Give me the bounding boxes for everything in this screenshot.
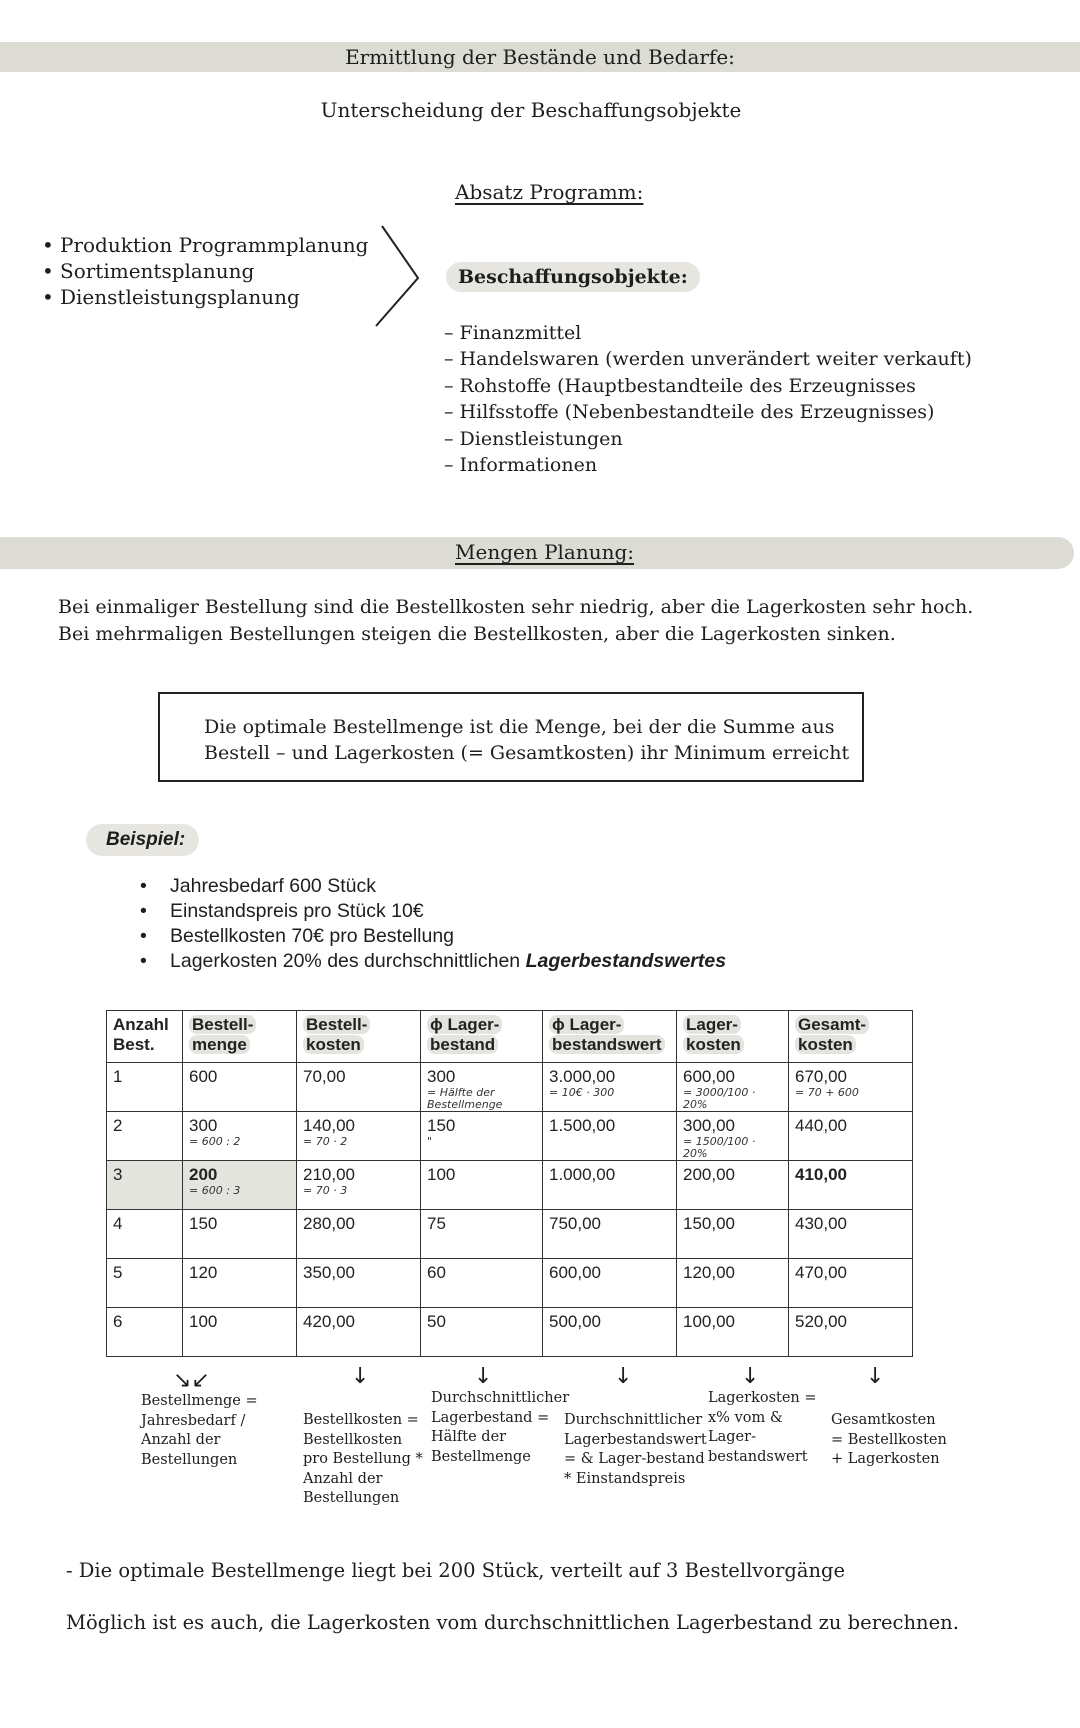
absatz-heading: Absatz Programm:	[455, 180, 644, 204]
table-cell: 420,00	[297, 1308, 421, 1357]
list-item: – Finanzmittel	[444, 320, 1064, 346]
table-cell: 600	[183, 1063, 297, 1112]
list-item: • Einstandspreis pro Stück 10€	[138, 899, 838, 924]
annotation-lagerbestand: Durchschnittlicher Lagerbestand = Hälfte der Bestellmenge	[431, 1390, 570, 1465]
list-item: – Handelswaren (werden unverändert weiter verkauft)	[444, 346, 1064, 372]
table-header-row	[107, 1011, 913, 1063]
table-cell: 120,00	[677, 1259, 789, 1308]
table-cell: 5	[107, 1259, 183, 1308]
list-item: • Dienstleistungsplanung	[42, 284, 382, 310]
table-cell: 1.000,00	[543, 1161, 677, 1210]
table-cell: 750,00	[543, 1210, 677, 1259]
planning-list	[42, 232, 382, 310]
table-cell: 1.500,00	[543, 1112, 677, 1161]
definition-box	[158, 692, 864, 782]
handwritten-note: = 70 · 3	[303, 1184, 348, 1197]
handwritten-note: "	[427, 1135, 433, 1148]
header-bestellmenge: Bestell- menge	[183, 1011, 297, 1063]
header-gesamtkosten: Gesamt- kosten	[789, 1011, 913, 1063]
table-cell: 280,00	[297, 1210, 421, 1259]
table-row	[107, 1259, 913, 1308]
list-item: • Produktion Programmplanung	[42, 232, 382, 258]
table-cell: 600,00	[543, 1259, 677, 1308]
arrow-down-icon: ↓	[351, 1364, 370, 1389]
table-cell: 200,00	[677, 1161, 789, 1210]
example-list	[138, 874, 838, 974]
table-cell: 440,00	[789, 1112, 913, 1161]
mengen-heading: Mengen Planung:	[455, 540, 635, 564]
handwritten-note: = 70 + 600	[795, 1086, 859, 1099]
handwritten-note: = 1500/100 · 20%	[683, 1135, 756, 1160]
chevron-right-icon	[372, 222, 422, 330]
annotation-bestellmenge: Bestellmenge = Jahresbedarf / Anzahl der Bestellungen	[141, 1393, 258, 1468]
arrow-down-icon: ↓	[614, 1364, 633, 1389]
example-label: Beispiel:	[86, 824, 199, 856]
table-cell: 3.000,00 = 10€ · 300	[543, 1063, 677, 1112]
objects-list	[444, 320, 1064, 478]
arrow-down-icon: ↓	[741, 1364, 760, 1389]
table-row	[107, 1308, 913, 1357]
arrow-down-icon: ↓	[474, 1364, 493, 1389]
table-cell: 1	[107, 1063, 183, 1112]
table-cell: 120	[183, 1259, 297, 1308]
handwritten-note: = 3000/100 · 20%	[683, 1086, 756, 1111]
table-cell: 150 "	[421, 1112, 543, 1161]
list-item: – Dienstleistungen	[444, 426, 1064, 452]
table-cell: 200 = 600 : 3	[183, 1161, 297, 1210]
table-cell: 3	[107, 1161, 183, 1210]
table-cell: 670,00 = 70 + 600	[789, 1063, 913, 1112]
conclusion-line-1: - Die optimale Bestellmenge liegt bei 200 Stück, verteilt auf 3 Bestellvorgänge	[66, 1559, 846, 1582]
list-item: • Sortimentsplanung	[42, 258, 382, 284]
conclusion-line-2: Möglich ist es auch, die Lagerkosten vom durchschnittlichen Lagerbestand zu berechnen.	[66, 1611, 959, 1634]
annotation-gesamtkosten: Gesamtkosten = Bestellkosten + Lagerkosten	[831, 1412, 947, 1467]
table-cell: 100	[421, 1161, 543, 1210]
table-row	[107, 1063, 913, 1112]
table-cell: 300 = Hälfte der Bestellmenge	[421, 1063, 543, 1112]
table-cell: 75	[421, 1210, 543, 1259]
table-cell: 470,00	[789, 1259, 913, 1308]
page-subtitle: Unterscheidung der Beschaffungsobjekte	[320, 98, 742, 122]
table-cell: 50	[421, 1308, 543, 1357]
emphasis-text: Lagerbestandswertes	[525, 950, 727, 972]
definition-line: Die optimale Bestellmenge ist die Menge, bei der die Summe aus	[204, 716, 835, 738]
handwritten-note: = 70 · 2	[303, 1135, 348, 1148]
header-bestellkosten: Bestell- kosten	[297, 1011, 421, 1063]
table-cell: 410,00	[789, 1161, 913, 1210]
arrow-down-icon: ↓	[866, 1364, 885, 1389]
header-lagerkosten: Lager- kosten	[677, 1011, 789, 1063]
header-anzahl: Anzahl Best.	[107, 1011, 183, 1063]
list-item: • Jahresbedarf 600 Stück	[138, 874, 838, 899]
table-cell: 4	[107, 1210, 183, 1259]
arrow-down-icon: ↘↙	[173, 1368, 210, 1393]
beschaffungsobjekte-label: Beschaffungsobjekte:	[446, 262, 700, 292]
table-cell: 2	[107, 1112, 183, 1161]
list-item	[138, 949, 838, 974]
table-cell: 140,00 = 70 · 2	[297, 1112, 421, 1161]
table-cell: 100	[183, 1308, 297, 1357]
handwritten-note: = 600 : 2	[189, 1135, 241, 1148]
list-item: • Bestellkosten 70€ pro Bestellung	[138, 924, 838, 949]
annotation-lagerkosten: Lagerkosten = x% vom & Lager-bestandswert	[708, 1390, 817, 1465]
table-cell: 100,00	[677, 1308, 789, 1357]
table-cell: 6	[107, 1308, 183, 1357]
list-item-text: Lagerkosten 20% des durchschnittlichen	[170, 950, 526, 972]
header-lagerbestand: ϕ Lager- bestand	[421, 1011, 543, 1063]
list-item: – Informationen	[444, 452, 1064, 478]
handwritten-note: = 10€ · 300	[549, 1086, 615, 1099]
header-lagerbestandswert: ϕ Lager- bestandswert	[543, 1011, 677, 1063]
calculation-table	[106, 1010, 913, 1357]
table-cell: 430,00	[789, 1210, 913, 1259]
handwritten-note: = Hälfte der Bestellmenge	[427, 1086, 503, 1111]
table-cell: 600,00 = 3000/100 · 20%	[677, 1063, 789, 1112]
table-cell: 70,00	[297, 1063, 421, 1112]
mengen-paragraph-1: Bei einmaliger Bestellung sind die Bestellkosten sehr niedrig, aber die Lagerkosten sehr hoch.	[58, 596, 974, 618]
table-cell: 150	[183, 1210, 297, 1259]
table-row	[107, 1210, 913, 1259]
table-cell: 210,00 = 70 · 3	[297, 1161, 421, 1210]
handwritten-note: = 600 : 3	[189, 1184, 241, 1197]
page-title: Ermittlung der Bestände und Bedarfe:	[345, 45, 735, 69]
table-cell: 150,00	[677, 1210, 789, 1259]
list-item: – Rohstoffe (Hauptbestandteile des Erzeugnisses	[444, 373, 1064, 399]
mengen-paragraph-2: Bei mehrmaligen Bestellungen steigen die Bestellkosten, aber die Lagerkosten sinken.	[58, 623, 896, 645]
table-row	[107, 1112, 913, 1161]
table-cell: 350,00	[297, 1259, 421, 1308]
definition-line: Bestell – und Lagerkosten (= Gesamtkosten) ihr Minimum erreicht	[204, 742, 850, 764]
table-row-optimal	[107, 1161, 913, 1210]
table-cell: 60	[421, 1259, 543, 1308]
table-cell: 300 = 600 : 2	[183, 1112, 297, 1161]
annotation-bestellkosten: Bestellkosten = Bestellkosten pro Bestellung * Anzahl der Bestellungen	[303, 1412, 423, 1506]
table-cell: 520,00	[789, 1308, 913, 1357]
annotation-lagerbestandswert: Durchschnittlicher Lagerbestandswert = & Lager-bestand * Einstandspreis	[564, 1412, 707, 1487]
list-item: – Hilfsstoffe (Nebenbestandteile des Erzeugnisses)	[444, 399, 1064, 425]
table-cell: 300,00 = 1500/100 · 20%	[677, 1112, 789, 1161]
table-cell: 500,00	[543, 1308, 677, 1357]
